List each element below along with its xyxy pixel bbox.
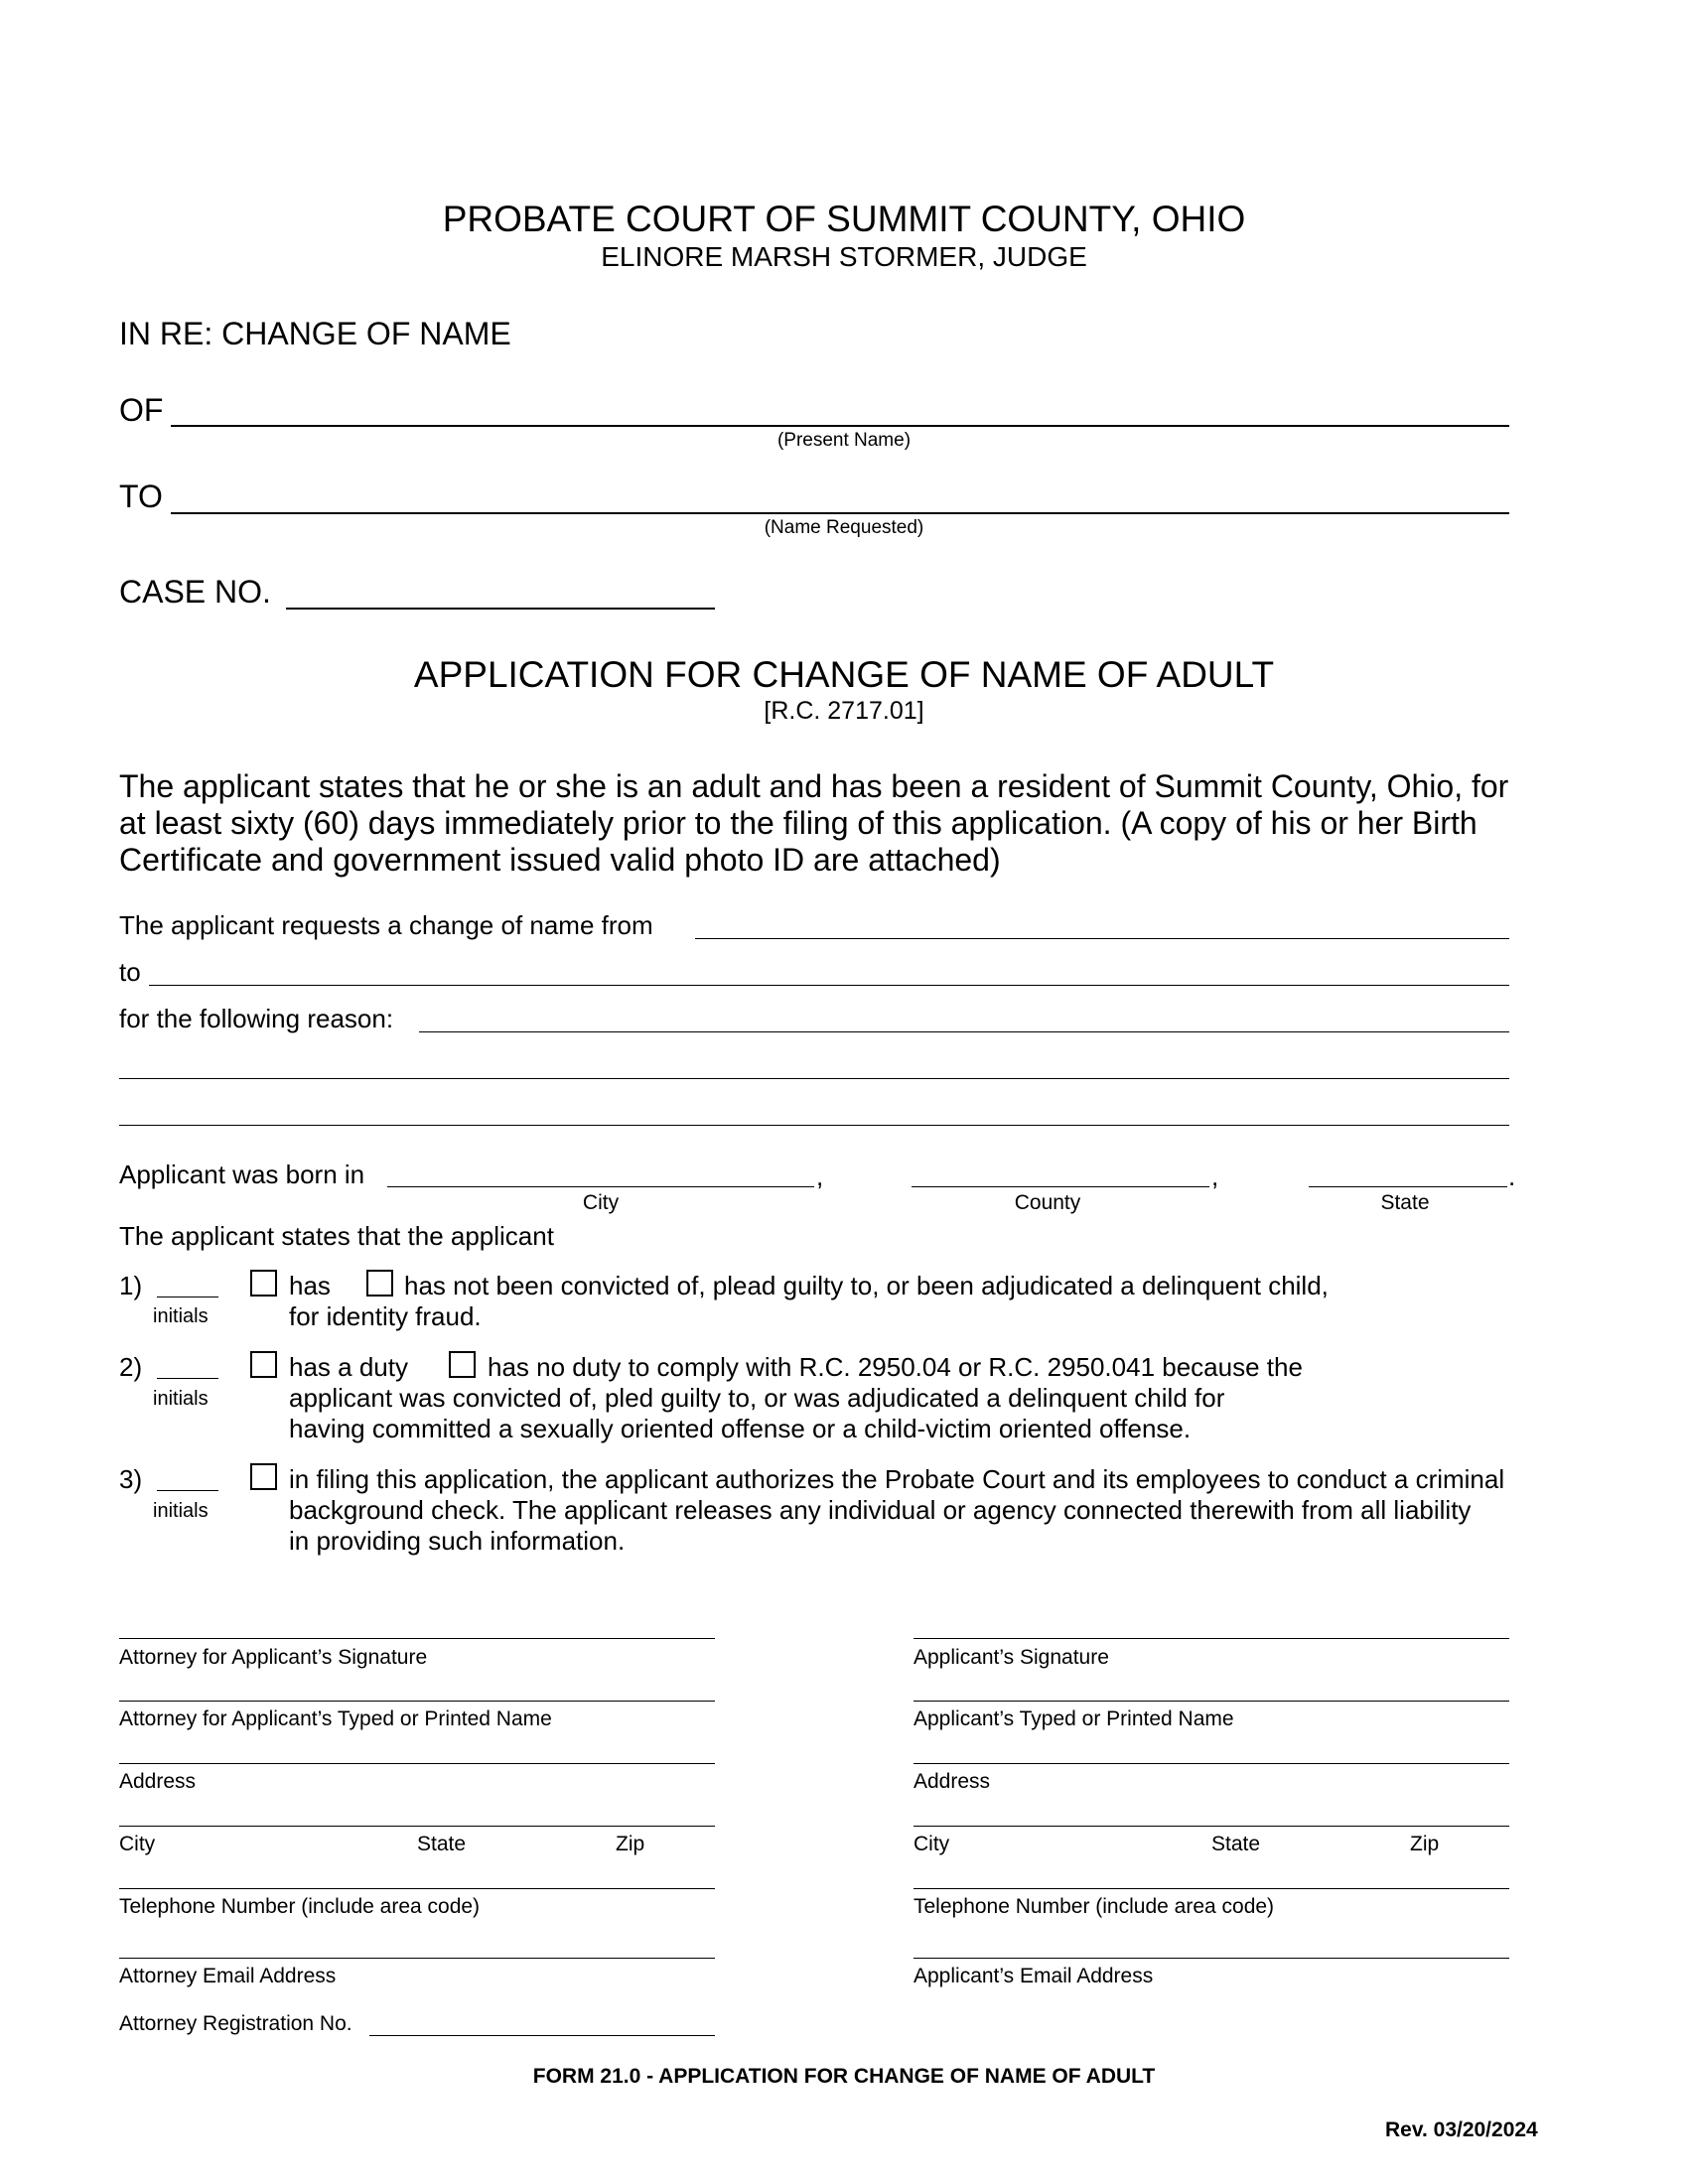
applicant-printed-name-field[interactable] bbox=[914, 1701, 1509, 1702]
item-3-initials-field[interactable] bbox=[157, 1490, 218, 1491]
item-2-initials-caption: initials bbox=[153, 1388, 209, 1410]
attorney-registration-label: Attorney Registration No. bbox=[119, 2012, 352, 2035]
birth-comma-2: , bbox=[1211, 1161, 1219, 1191]
item-1-initials-caption: initials bbox=[153, 1305, 209, 1327]
item-1-has-checkbox[interactable] bbox=[250, 1270, 277, 1297]
birth-city-caption: City bbox=[582, 1191, 620, 1214]
item-2-initials-field[interactable] bbox=[157, 1378, 218, 1379]
item-2-has-no-duty-label: has no duty to comply with R.C. 2950.04 or R.C. 2950.041 because the bbox=[488, 1352, 1303, 1382]
statute-reference: [R.C. 2717.01] bbox=[764, 697, 924, 725]
item-2-line-2: applicant was convicted of, pled guilty to, or was adjudicated a delinquent child for bbox=[289, 1383, 1225, 1413]
reason-field-1[interactable] bbox=[419, 1031, 1509, 1032]
item-1-has-not-label: has not been convicted of, plead guilty to, or been adjudicated a delinquent child, bbox=[404, 1271, 1329, 1300]
attorney-printed-name-field[interactable] bbox=[119, 1701, 715, 1702]
born-in-label: Applicant was born in bbox=[119, 1160, 365, 1189]
item-1-has-label: has bbox=[289, 1271, 331, 1300]
reason-field-2[interactable] bbox=[119, 1078, 1509, 1079]
item-2-has-duty-label: has a duty bbox=[289, 1352, 408, 1382]
request-to-label: to bbox=[119, 957, 141, 987]
applicant-email-field[interactable] bbox=[914, 1958, 1509, 1959]
birth-city-field[interactable] bbox=[387, 1186, 814, 1187]
birth-state-caption: State bbox=[1380, 1191, 1430, 1214]
intro-line-2: at least sixty (60) days immediately prior to the filing of this application. (A copy of his or her Birth bbox=[119, 805, 1477, 841]
attorney-city-state-zip-field[interactable] bbox=[119, 1826, 715, 1827]
applicant-email-label: Applicant’s Email Address bbox=[914, 1965, 1154, 1987]
birth-county-caption: County bbox=[1014, 1191, 1081, 1214]
name-requested-hint: (Name Requested) bbox=[764, 517, 924, 538]
item-2-line-3: having committed a sexually oriented offense or a child-victim oriented offense. bbox=[289, 1414, 1192, 1443]
item-3-line-1: in filing this application, the applicant authorizes the Probate Court and its employees to conduct a criminal bbox=[289, 1464, 1505, 1494]
form-footer: FORM 21.0 - APPLICATION FOR CHANGE OF NAME OF ADULT bbox=[532, 2065, 1156, 2088]
item-1-number: 1) bbox=[119, 1271, 143, 1300]
applicant-zip-label: Zip bbox=[1410, 1833, 1440, 1855]
attorney-email-field[interactable] bbox=[119, 1958, 715, 1959]
item-1-line-2: for identity fraud. bbox=[289, 1301, 482, 1331]
attorney-zip-label: Zip bbox=[616, 1833, 645, 1855]
court-name: PROBATE COURT OF SUMMIT COUNTY, OHIO bbox=[442, 199, 1246, 239]
item-3-line-2: background check. The applicant releases any individual or agency connected therewith from all liability bbox=[289, 1495, 1472, 1525]
attorney-signature-field[interactable] bbox=[119, 1638, 715, 1639]
of-label: OF bbox=[119, 392, 164, 428]
attorney-signature-label: Attorney for Applicant’s Signature bbox=[119, 1646, 428, 1669]
case-no-field[interactable] bbox=[286, 608, 715, 610]
item-3-initials-caption: initials bbox=[153, 1500, 209, 1522]
item-2-has-no-duty-checkbox[interactable] bbox=[449, 1351, 476, 1378]
intro-line-1: The applicant states that he or she is an adult and has been a resident of Summit County, Ohio, for bbox=[119, 768, 1509, 804]
attorney-address-label: Address bbox=[119, 1770, 197, 1793]
item-3-line-3: in providing such information. bbox=[289, 1526, 626, 1556]
applicant-address-label: Address bbox=[914, 1770, 991, 1793]
applicant-address-field[interactable] bbox=[914, 1763, 1509, 1764]
present-name-field[interactable] bbox=[171, 425, 1509, 427]
reason-label: for the following reason: bbox=[119, 1004, 394, 1033]
item-1-has-not-checkbox[interactable] bbox=[366, 1270, 393, 1297]
form-title: APPLICATION FOR CHANGE OF NAME OF ADULT bbox=[413, 654, 1275, 695]
attorney-state-label: State bbox=[417, 1833, 467, 1855]
states-label: The applicant states that the applicant bbox=[119, 1221, 554, 1251]
reason-field-3[interactable] bbox=[119, 1125, 1509, 1126]
attorney-phone-field[interactable] bbox=[119, 1888, 715, 1889]
request-to-field[interactable] bbox=[149, 985, 1509, 986]
attorney-address-field[interactable] bbox=[119, 1763, 715, 1764]
revision-date: Rev. 03/20/2024 bbox=[1385, 2118, 1538, 2141]
item-2-has-duty-checkbox[interactable] bbox=[250, 1351, 277, 1378]
birth-comma-1: , bbox=[816, 1161, 824, 1191]
judge-name: ELINORE MARSH STORMER, JUDGE bbox=[601, 241, 1087, 272]
present-name-hint: (Present Name) bbox=[776, 430, 912, 451]
to-label: TO bbox=[119, 478, 163, 514]
item-3-number: 3) bbox=[119, 1464, 143, 1494]
attorney-registration-field[interactable] bbox=[369, 2035, 715, 2036]
birth-state-field[interactable] bbox=[1309, 1186, 1507, 1187]
item-2-number: 2) bbox=[119, 1352, 143, 1382]
attorney-printed-name-label: Attorney for Applicant’s Typed or Printed Name bbox=[119, 1707, 552, 1730]
request-from-label: The applicant requests a change of name from bbox=[119, 910, 653, 940]
applicant-phone-label: Telephone Number (include area code) bbox=[914, 1895, 1275, 1918]
birth-period: . bbox=[1508, 1161, 1516, 1191]
applicant-printed-name-label: Applicant’s Typed or Printed Name bbox=[914, 1707, 1234, 1730]
in-re-label: IN RE: CHANGE OF NAME bbox=[119, 316, 511, 351]
attorney-email-label: Attorney Email Address bbox=[119, 1965, 337, 1987]
request-from-field[interactable] bbox=[695, 938, 1509, 939]
attorney-city-label: City bbox=[119, 1833, 156, 1855]
attorney-phone-label: Telephone Number (include area code) bbox=[119, 1895, 481, 1918]
intro-line-3: Certificate and government issued valid photo ID are attached) bbox=[119, 842, 1001, 878]
applicant-city-state-zip-field[interactable] bbox=[914, 1826, 1509, 1827]
name-requested-field[interactable] bbox=[171, 512, 1509, 514]
case-no-label: CASE NO. bbox=[119, 574, 271, 610]
applicant-signature-field[interactable] bbox=[914, 1638, 1509, 1639]
applicant-signature-label: Applicant’s Signature bbox=[914, 1646, 1109, 1669]
applicant-city-label: City bbox=[914, 1833, 950, 1855]
applicant-phone-field[interactable] bbox=[914, 1888, 1509, 1889]
birth-county-field[interactable] bbox=[912, 1186, 1209, 1187]
applicant-state-label: State bbox=[1211, 1833, 1261, 1855]
item-3-authorize-checkbox[interactable] bbox=[250, 1463, 277, 1490]
